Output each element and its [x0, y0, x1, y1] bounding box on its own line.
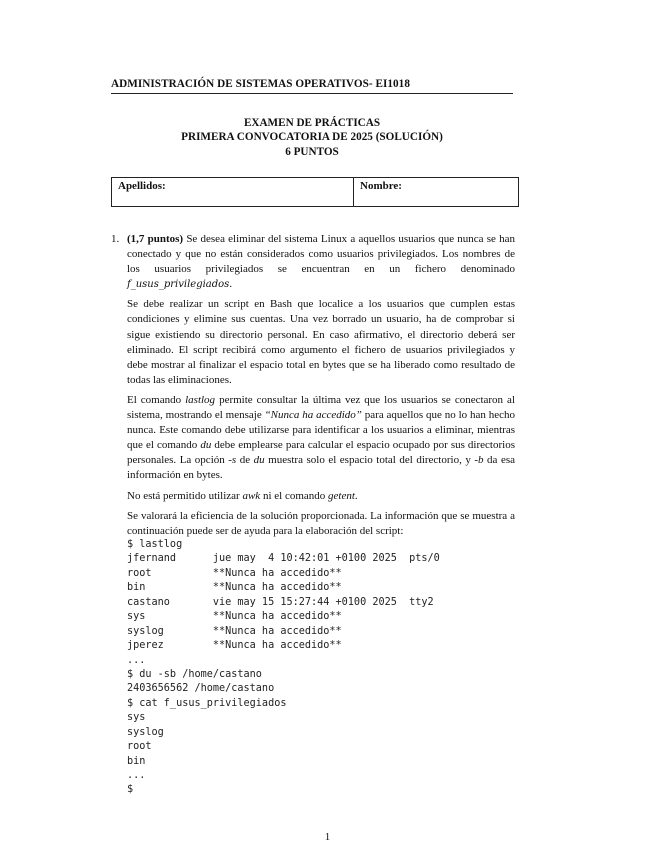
terminal-line: jfernand jue may 4 10:42:01 +0100 2025 pts/0	[127, 553, 440, 565]
du-option-s: -s	[228, 454, 237, 467]
awk-command: awk	[242, 489, 261, 502]
question-paragraph-3: El comando lastlog permite consultar la última vez que los usuarios se conectaron al sistema, mostrando el mensaje “Nunca ha accedido” para aquellos que no lo han hecho nunca. Este comando debe utilizarse para identificar a los usuarios a eliminar, mientras que el comando du debe emplearse para calcular el espacio ocupado por sus directorios personales. La opción -s de du muestra solo el espacio total del directorio, y -b da esa información en bytes.	[127, 393, 516, 482]
surname-label: Apellidos:	[118, 180, 166, 192]
question-paragraph-1: (1,7 puntos) Se desea eliminar del sistema Linux a aquellos usuarios que nunca se han conectado y que no están considerados como usuarios privilegiados. Los nombres de los usuarios privilegiados se encuentran en un fichero denominado f_usus_privilegiados.	[127, 233, 516, 291]
surname-field[interactable]	[112, 178, 354, 206]
terminal-line: root	[127, 741, 152, 753]
terminal-line: ...	[127, 770, 146, 781]
terminal-line: syslog	[127, 726, 164, 738]
terminal-line: $ cat f_usus_privilegiados	[127, 697, 287, 709]
student-name-table	[111, 177, 519, 207]
course-header: ADMINISTRACIÓN DE SISTEMAS OPERATIVOS- EI1018	[111, 78, 410, 90]
exam-session: PRIMERA CONVOCATORIA DE 2025 (SOLUCIÓN)	[181, 131, 443, 144]
du-command: du	[200, 439, 212, 452]
terminal-line: ...	[127, 654, 146, 666]
terminal-line: 2403656562 /home/castano	[127, 683, 275, 695]
terminal-line: bin	[127, 755, 146, 767]
exam-points: 6 PUNTOS	[285, 145, 339, 158]
terminal-line: syslog **Nunca ha accedido**	[127, 625, 342, 637]
header-rule	[111, 93, 513, 94]
terminal-line: jperez **Nunca ha accedido**	[127, 640, 342, 652]
terminal-line: sys **Nunca ha accedido**	[127, 611, 342, 623]
lastlog-command: lastlog	[185, 393, 216, 406]
terminal-listing	[127, 538, 515, 798]
never-logged-message: “Nunca ha accedido”	[264, 409, 362, 422]
exam-title-block	[111, 116, 513, 159]
terminal-line: sys	[127, 712, 146, 724]
terminal-line: bin **Nunca ha accedido**	[127, 582, 342, 594]
name-label: Nombre:	[360, 180, 402, 192]
question-points: (1,7 puntos)	[127, 233, 184, 245]
question-paragraph-5: Se valorará la eficiencia de la solución proporcionada. La información que se muestra a continuación puede ser de ayuda para la elaboración del script:	[127, 509, 515, 537]
question-paragraph-2: Se debe realizar un script en Bash que localice a los usuarios que cumplen estas condiciones y elimine sus cuentas. Una vez borrado un usuario, ha de comprobar si sigue existiendo su directorio personal. En caso afirmativo, el directorio deberá ser eliminado. El script recibirá como argumento el fichero de usuarios privilegiados y debe mostrar al finalizar el espacio total en bytes que se ha liberado como resultado de todas las eliminaciones.	[127, 298, 515, 386]
du-option-b: -b	[474, 454, 484, 467]
page-number: 1	[324, 831, 331, 843]
name-field[interactable]	[354, 178, 518, 206]
question-number: 1.	[111, 233, 120, 245]
getent-command: getent	[328, 489, 355, 502]
privileged-file-name: f_usus_privilegiados	[127, 279, 230, 291]
terminal-line: castano vie may 15 15:27:44 +0100 2025 tty2	[127, 596, 434, 608]
terminal-line: $ lastlog	[127, 539, 183, 550]
exam-title: EXAMEN DE PRÁCTICAS	[243, 117, 381, 129]
question-body	[127, 232, 515, 544]
terminal-line: $	[127, 784, 134, 796]
terminal-line: $ du -sb /home/castano	[127, 668, 262, 680]
question-paragraph-4: No está permitido utilizar awk ni el comando getent.	[127, 489, 358, 502]
du-command-ref: du	[253, 454, 265, 467]
terminal-line: root **Nunca ha accedido**	[127, 567, 342, 579]
